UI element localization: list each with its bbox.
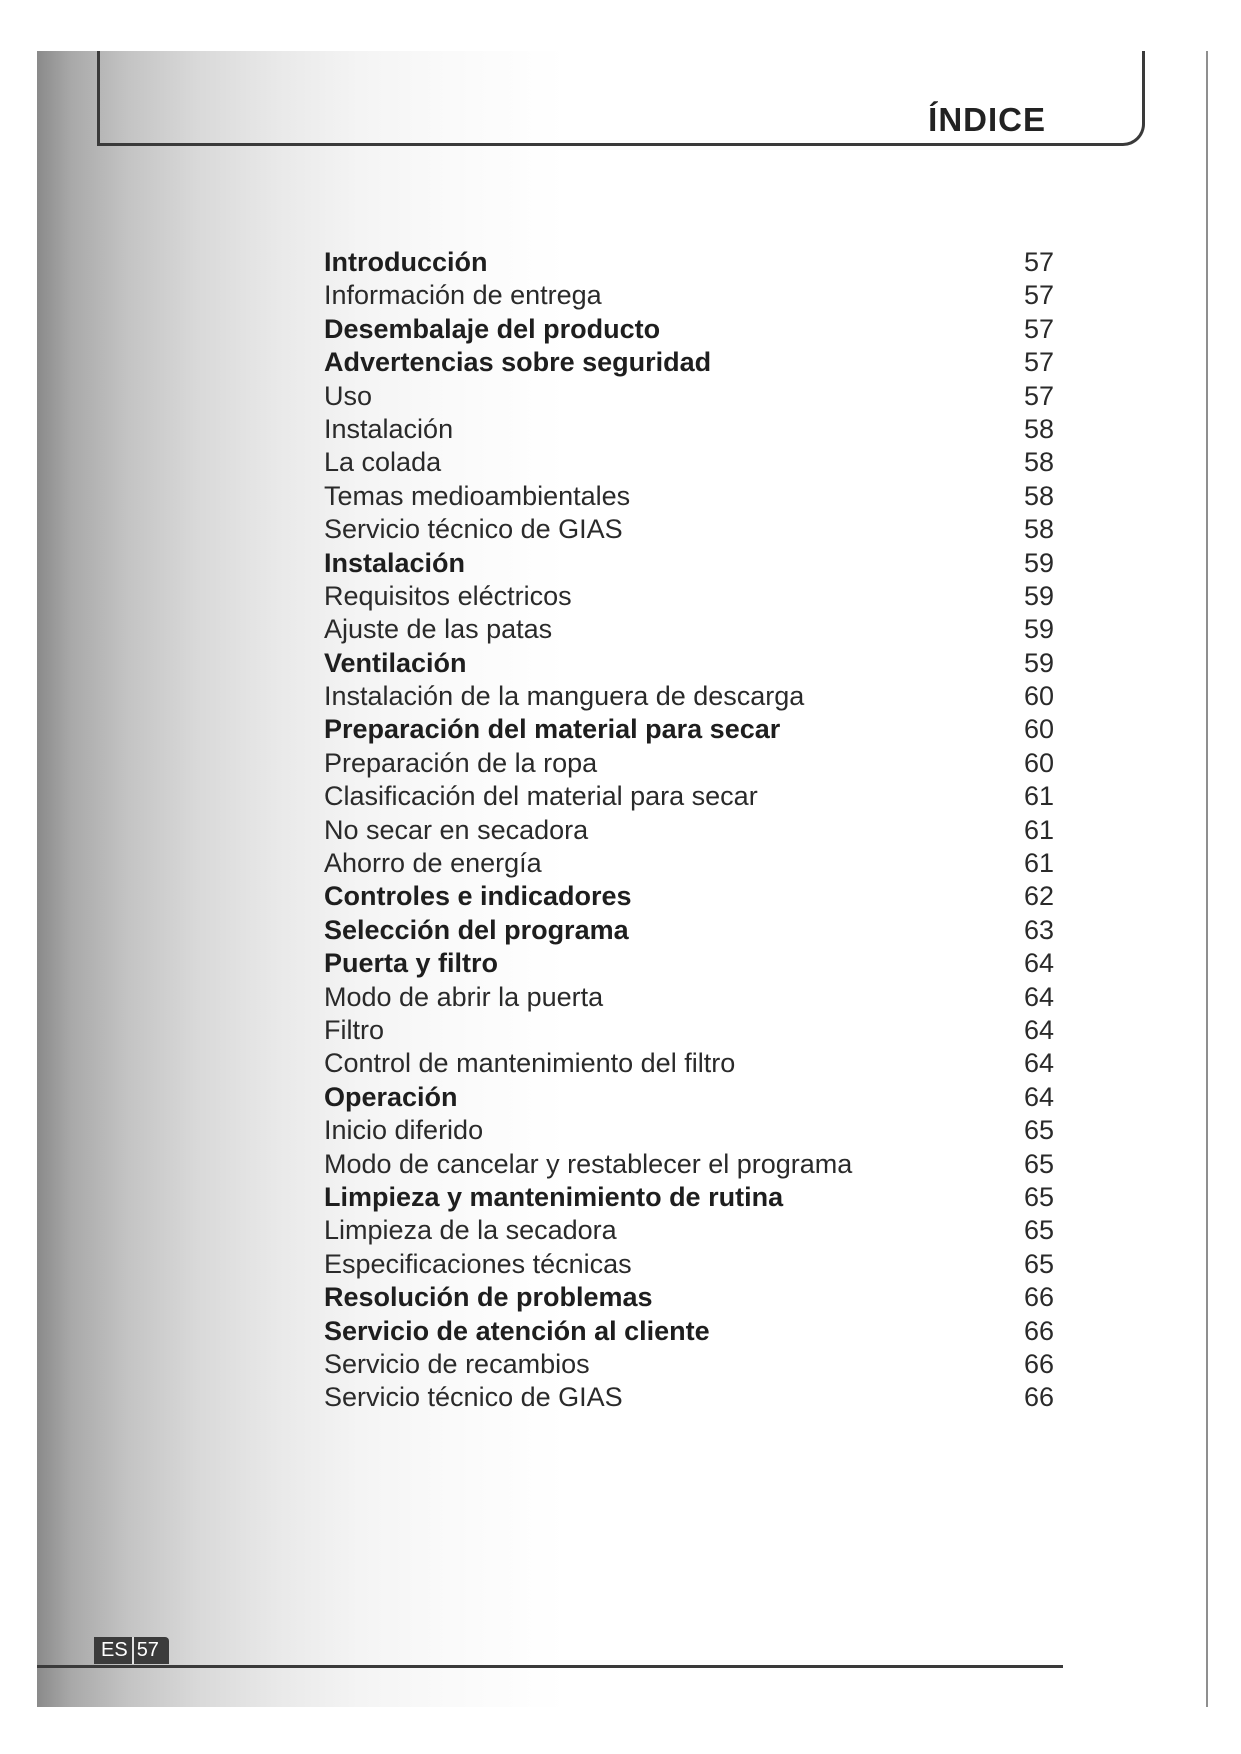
toc-entry-label: Instalación [324, 413, 454, 444]
toc-entry-label: Ajuste de las patas [324, 614, 553, 645]
toc-entry-page: 57 [1023, 280, 1054, 311]
page-title: ÍNDICE [928, 101, 1046, 138]
table-of-contents [324, 246, 1054, 1415]
toc-entry-label: Limpieza y mantenimiento de rutina [324, 1181, 784, 1212]
toc-entry-page: 59 [1023, 614, 1054, 645]
toc-entry-page: 60 [1023, 714, 1054, 745]
toc-entry-page: 58 [1023, 480, 1054, 511]
toc-subentry [324, 1148, 1054, 1181]
toc-subentry [324, 613, 1054, 646]
toc-entry-page: 66 [1023, 1348, 1054, 1379]
toc-subentry [324, 580, 1054, 613]
toc-entry-page: 61 [1023, 814, 1054, 845]
toc-section-entry [324, 246, 1054, 279]
toc-entry-label: Preparación de la ropa [324, 747, 598, 778]
toc-entry-label: Selección del programa [324, 914, 629, 945]
toc-entry-label: Filtro [324, 1014, 384, 1045]
toc-entry-page: 64 [1023, 948, 1054, 979]
toc-entry-page: 64 [1023, 1014, 1054, 1045]
toc-subentry [324, 747, 1054, 780]
toc-entry-label: Instalación de la manguera de descarga [324, 681, 805, 712]
toc-entry-page: 60 [1023, 681, 1054, 712]
toc-entry-page: 66 [1023, 1382, 1054, 1413]
toc-entry-label: Servicio técnico de GIAS [324, 514, 623, 545]
toc-entry-page: 57 [1023, 313, 1054, 344]
toc-entry-label: Desembalaje del producto [324, 313, 661, 344]
toc-entry-label: Preparación del material para secar [324, 714, 781, 745]
toc-entry-label: Puerta y filtro [324, 948, 499, 979]
toc-entry-page: 64 [1023, 981, 1054, 1012]
toc-entry-label: Clasificación del material para secar [324, 781, 758, 812]
toc-section-entry [324, 313, 1054, 346]
toc-entry-page: 63 [1023, 914, 1054, 945]
toc-subentry [324, 1248, 1054, 1281]
toc-section-entry [324, 1081, 1054, 1114]
toc-subentry [324, 380, 1054, 413]
toc-entry-label: Limpieza de la secadora [324, 1215, 617, 1246]
toc-subentry [324, 1348, 1054, 1381]
language-code: ES [101, 1639, 128, 1661]
toc-entry-label: Ventilación [324, 647, 467, 678]
toc-entry-page: 65 [1023, 1215, 1054, 1246]
toc-section-entry [324, 713, 1054, 746]
toc-entry-label: Control de mantenimiento del filtro [324, 1048, 736, 1079]
toc-subentry [324, 1114, 1054, 1147]
toc-entry-page: 59 [1023, 547, 1054, 578]
toc-subentry [324, 814, 1054, 847]
toc-entry-label: Instalación [324, 547, 466, 578]
toc-entry-label: Ahorro de energía [324, 848, 542, 879]
toc-entry-label: No secar en secadora [324, 814, 589, 845]
toc-subentry [324, 1014, 1054, 1047]
toc-subentry [324, 1381, 1054, 1414]
toc-entry-page: 61 [1023, 781, 1054, 812]
toc-entry-label: Temas medioambientales [324, 480, 631, 511]
right-margin-rule [1206, 51, 1208, 1707]
toc-subentry [324, 981, 1054, 1014]
toc-entry-page: 64 [1023, 1081, 1054, 1112]
toc-entry-page: 66 [1023, 1282, 1054, 1313]
page-number: 57 [136, 1639, 159, 1661]
toc-entry-label: Información de entrega [324, 280, 602, 311]
footer-rule [37, 1665, 1063, 1668]
toc-entry-page: 57 [1023, 247, 1054, 277]
toc-entry-page: 58 [1023, 413, 1054, 444]
tab-divider [132, 1637, 134, 1664]
toc-subentry [324, 1047, 1054, 1080]
toc-entry-page: 64 [1023, 1048, 1054, 1079]
toc-subentry [324, 446, 1054, 479]
toc-entry-label: Uso [324, 380, 373, 411]
toc-entry-page: 66 [1023, 1315, 1054, 1346]
toc-section-entry [324, 914, 1054, 947]
toc-entry-page: 65 [1023, 1181, 1054, 1212]
toc-entry-label: Operación [324, 1081, 458, 1112]
toc-subentry [324, 1214, 1054, 1247]
toc-section-entry [324, 1181, 1054, 1214]
toc-entry-label: Servicio técnico de GIAS [324, 1382, 623, 1413]
toc-subentry [324, 847, 1054, 880]
toc-entry-label: La colada [324, 447, 442, 478]
toc-entry-label: Servicio de atención al cliente [324, 1315, 710, 1346]
toc-subentry [324, 680, 1054, 713]
toc-subentry [324, 279, 1054, 312]
toc-entry-page: 57 [1023, 347, 1054, 378]
toc-section-entry [324, 1281, 1054, 1314]
toc-entry-label: Modo de abrir la puerta [324, 981, 604, 1012]
toc-subentry [324, 780, 1054, 813]
toc-section-entry [324, 346, 1054, 379]
toc-subentry [324, 513, 1054, 546]
toc-entry-label: Modo de cancelar y restablecer el programa [324, 1148, 853, 1179]
toc-entry-label: Advertencias sobre seguridad [324, 347, 712, 378]
toc-entry-page: 65 [1023, 1248, 1054, 1279]
toc-entry-page: 57 [1023, 380, 1054, 411]
toc-entry-label: Introducción [324, 247, 488, 277]
toc-entry-page: 60 [1023, 747, 1054, 778]
toc-entry-label: Especificaciones técnicas [324, 1248, 632, 1279]
toc-entry-label: Controles e indicadores [324, 881, 632, 912]
toc-entry-page: 58 [1023, 447, 1054, 478]
toc-entry-label: Servicio de recambios [324, 1348, 590, 1379]
toc-entry-label: Inicio diferido [324, 1115, 484, 1146]
toc-section-entry [324, 1315, 1054, 1348]
toc-entry-label: Requisitos eléctricos [324, 580, 572, 611]
toc-section-entry [324, 647, 1054, 680]
toc-section-entry [324, 547, 1054, 580]
toc-entry-page: 65 [1023, 1115, 1054, 1146]
page-number-tab [94, 1637, 169, 1664]
toc-subentry [324, 413, 1054, 446]
toc-entry-page: 62 [1023, 881, 1054, 912]
toc-entry-page: 65 [1023, 1148, 1054, 1179]
toc-entry-page: 59 [1023, 647, 1054, 678]
toc-entry-page: 61 [1023, 848, 1054, 879]
toc-entry-page: 58 [1023, 514, 1054, 545]
toc-subentry [324, 480, 1054, 513]
toc-section-entry [324, 947, 1054, 980]
toc-entry-page: 59 [1023, 580, 1054, 611]
toc-section-entry [324, 880, 1054, 913]
toc-entry-label: Resolución de problemas [324, 1282, 653, 1313]
